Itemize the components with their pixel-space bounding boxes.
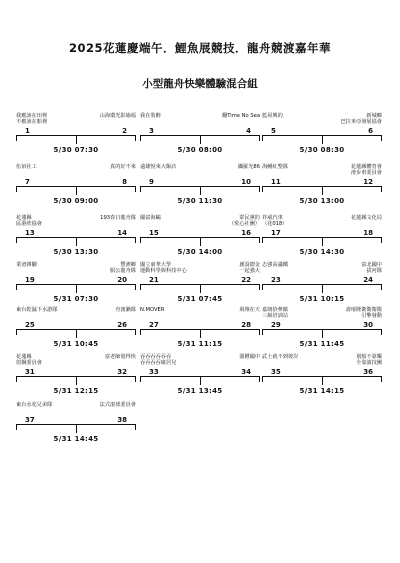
team-b-name: 眾民黨的 （愛心社團） [228, 215, 260, 228]
match-bracket [262, 354, 382, 416]
team-b-name: 花蓮縣體育會 滑步車委員會 [350, 164, 382, 177]
team-b-seed: 30 [363, 321, 373, 329]
team-a-name: 業爸雜腳 [16, 262, 37, 268]
team-a-seed: 15 [149, 229, 159, 237]
team-a-name: 國立東華大學 運動科學與科技中心 [140, 262, 187, 275]
bracket-line [76, 186, 77, 195]
bracket-line [135, 135, 136, 141]
team-a-seed: 9 [149, 178, 154, 186]
team-a-name: 國富海鷗 [140, 215, 161, 221]
bracket-line [135, 376, 136, 382]
team-b-name: 划船不靠樂 全靠演技團 [356, 354, 382, 367]
bracket-line [76, 135, 77, 144]
bracket-line [76, 424, 77, 433]
bracket-line [16, 376, 17, 382]
team-b-name: 舟渡瀨隊 [115, 307, 136, 313]
bracket-line [259, 329, 260, 335]
match-time: 5/31 11:15 [177, 340, 223, 348]
bracket-line [259, 186, 260, 192]
team-b-seed: 24 [363, 276, 373, 284]
team-b-seed: 38 [117, 416, 127, 424]
bracket-line [16, 284, 17, 290]
bracket-line [140, 237, 141, 243]
team-b-seed: 14 [117, 229, 127, 237]
team-a-name: 吞吞吞吞吞吞 吞吞吞吞廣居兒 [140, 354, 177, 367]
team-b-seed: 28 [241, 321, 251, 329]
team-b-seed: 22 [241, 276, 251, 284]
team-b-seed: 2 [122, 127, 127, 135]
team-a-seed: 7 [25, 178, 30, 186]
team-a-seed: 13 [25, 229, 35, 237]
team-a-name: 志強高議鐵 [262, 262, 288, 268]
bracket-line [322, 186, 323, 195]
team-a-seed: 3 [149, 127, 154, 135]
team-b-name: 飛翔在天 [239, 307, 260, 313]
team-b-name: 創設總金 一起強大 [239, 262, 260, 275]
team-a-seed: 31 [25, 368, 35, 376]
match-time: 5/31 07:45 [177, 295, 223, 303]
bracket-line [381, 186, 382, 192]
team-b-seed: 18 [363, 229, 373, 237]
bracket-line [135, 186, 136, 192]
bracket-line [259, 376, 260, 382]
match-time: 5/30 13:00 [299, 197, 345, 205]
team-a-name: 海鰻紅整隊 [262, 164, 288, 170]
team-b-name: 豐濱鄉 服公龍舟隊 [110, 262, 136, 275]
match-time: 5/31 12:15 [53, 387, 99, 395]
match-time: 5/31 14:15 [299, 387, 345, 395]
match-time: 5/31 11:45 [299, 340, 345, 348]
team-b-seed: 20 [117, 276, 127, 284]
team-a-seed: 21 [149, 276, 159, 284]
bracket-line [200, 376, 201, 385]
match-time: 5/31 07:30 [53, 295, 99, 303]
team-a-name: N.MOVER [140, 307, 165, 313]
bracket-line [140, 376, 141, 382]
team-b-name: 193春日龍舟隊 [100, 215, 136, 221]
team-a-name: 我在裝醉 [140, 113, 161, 119]
bracket-line [322, 329, 323, 338]
team-b-name: 翻Time No Sea [222, 113, 260, 119]
team-a-name: 東台乾濕下水游隊 [16, 307, 58, 313]
match-time: 5/30 13:30 [53, 248, 99, 256]
team-b-name: 攝羅光86 [237, 164, 260, 170]
team-a-name: 遠雄悅來大飯店 [140, 164, 177, 170]
team-a-seed: 29 [271, 321, 281, 329]
match-time: 5/30 11:30 [177, 197, 223, 205]
bracket-line [16, 237, 17, 243]
match-time: 5/31 10:15 [299, 295, 345, 303]
bracket-line [322, 284, 323, 293]
team-b-name: 溜槽國中 [239, 354, 260, 360]
team-b-seed: 4 [246, 127, 251, 135]
team-b-name: 法式滾球委員會 [99, 402, 136, 408]
bracket-line [140, 186, 141, 192]
team-b-seed: 26 [117, 321, 127, 329]
bracket-line [322, 376, 323, 385]
bracket-line [322, 135, 323, 144]
team-a-seed: 33 [149, 368, 159, 376]
division-title: 小型龍舟快樂體驗混合組 [142, 78, 258, 90]
match-bracket [16, 402, 136, 464]
team-b-seed: 36 [363, 368, 373, 376]
team-b-name: 花蓮縣文化局 [350, 215, 382, 221]
bracket-line [262, 186, 263, 192]
bracket-line [200, 135, 201, 144]
event-title: 2025花蓮慶端午．鯉魚展競技．龍舟競渡嘉年華 [68, 41, 331, 55]
team-a-name: 嘉朗拾參鎮 三級培訓站 [262, 307, 288, 320]
match-time: 5/30 09:00 [53, 197, 99, 205]
team-a-seed: 37 [25, 416, 35, 424]
match-time: 5/30 08:00 [177, 146, 223, 154]
match-bracket [140, 354, 260, 416]
match-time: 5/30 14:30 [299, 248, 345, 256]
bracket-line [259, 135, 260, 141]
team-a-name: 花蓮縣 射鋼委員會 [16, 354, 42, 367]
bracket-line [200, 237, 201, 246]
team-a-seed: 25 [25, 321, 35, 329]
bracket-line [200, 284, 201, 293]
bracket-line [76, 237, 77, 246]
bracket-line [200, 186, 201, 195]
match-time: 5/30 14:00 [177, 248, 223, 256]
team-a-name: 祥威汽車 （花018） [262, 215, 288, 228]
bracket-line [322, 237, 323, 246]
team-b-seed: 6 [368, 127, 373, 135]
team-a-seed: 27 [149, 321, 159, 329]
team-a-seed: 19 [25, 276, 35, 284]
team-a-name: 花蓮縣 區港欣協會 [16, 215, 42, 228]
bracket-line [262, 135, 263, 141]
bracket-line [262, 376, 263, 382]
bracket-line [16, 135, 17, 141]
team-a-seed: 23 [271, 276, 281, 284]
bracket-line [140, 329, 141, 335]
bracket-line [135, 424, 136, 430]
match-time: 5/30 08:30 [299, 146, 345, 154]
team-b-seed: 12 [363, 178, 373, 186]
team-b-seed: 32 [117, 368, 127, 376]
bracket-line [16, 186, 17, 192]
team-a-seed: 35 [271, 368, 281, 376]
bracket-line [381, 329, 382, 335]
team-b-name: 真的好不來 [110, 164, 136, 170]
team-b-name: 山海環光影瑜福 [99, 113, 136, 119]
bracket-line [200, 329, 201, 338]
team-a-seed: 1 [25, 127, 30, 135]
bracket-line [16, 424, 17, 430]
bracket-line [135, 284, 136, 290]
bracket-line [262, 329, 263, 335]
bracket-line [262, 237, 263, 243]
bracket-line [135, 237, 136, 243]
team-b-seed: 8 [122, 178, 127, 186]
team-b-seed: 10 [241, 178, 251, 186]
bracket-line [259, 237, 260, 243]
bracket-line [381, 135, 382, 141]
bracket-line [16, 329, 17, 335]
bracket-line [381, 284, 382, 290]
bracket-line [140, 135, 141, 141]
match-time: 5/31 14:45 [53, 435, 99, 443]
team-a-name: 伍佰社工 [16, 164, 37, 170]
team-b-name: 富老師划得快 [104, 354, 136, 360]
team-a-seed: 17 [271, 229, 281, 237]
match-time: 5/31 10:45 [53, 340, 99, 348]
team-b-name: 壽璿隆衛衛衛衛 引擎發動 [345, 307, 382, 320]
team-a-seed: 11 [271, 178, 281, 186]
match-time: 5/31 13:45 [177, 387, 223, 395]
bracket-line [135, 329, 136, 335]
team-a-name: 武士就不到彼岸 [262, 354, 299, 360]
team-b-name: 富北國中 拔河隊 [361, 262, 382, 275]
team-a-seed: 5 [271, 127, 276, 135]
team-a-name: 東台水花兄弟隊 [16, 402, 53, 408]
match-time: 5/30 07:30 [53, 146, 99, 154]
team-b-seed: 34 [241, 368, 251, 376]
bracket-line [76, 329, 77, 338]
team-a-name: 藍屋興的 [262, 113, 283, 119]
bracket-line [381, 237, 382, 243]
team-a-name: 我應該在田裡 不應該在船裡 [16, 113, 48, 126]
bracket-line [76, 376, 77, 385]
bracket-line [140, 284, 141, 290]
bracket-line [381, 376, 382, 382]
bracket-line [259, 284, 260, 290]
team-b-seed: 16 [241, 229, 251, 237]
team-b-name: 新城鄉 巴拉米亞發展協會 [340, 113, 382, 126]
bracket-line [262, 284, 263, 290]
bracket-line [76, 284, 77, 293]
